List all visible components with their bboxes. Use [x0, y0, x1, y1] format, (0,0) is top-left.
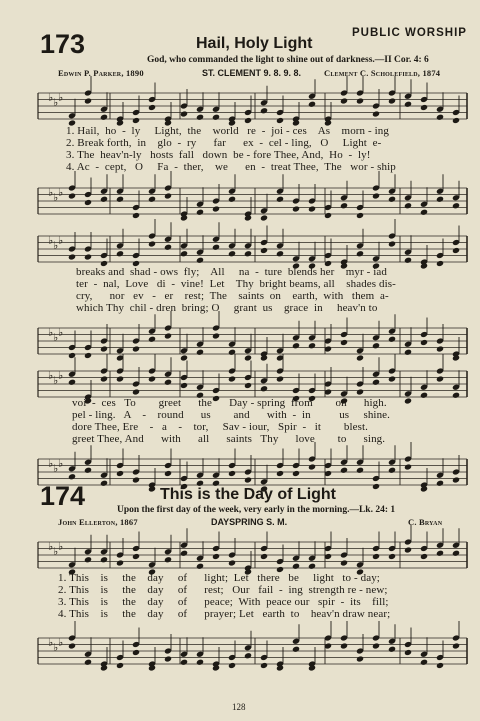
svg-text:♭: ♭ [53, 375, 59, 387]
svg-text:♭: ♭ [48, 327, 54, 339]
lyric-line: voi - ces To greet the Day - spring from on high. [72, 397, 387, 409]
svg-text:♭: ♭ [53, 642, 59, 654]
svg-text:♭: ♭ [53, 97, 59, 109]
lyric-line: ter - nal, Love di - vine! Let Thy bright beams, all shades dis- [76, 278, 396, 290]
lyrics-block [66, 125, 466, 173]
author-credit: John Ellerton, 1867 [58, 517, 138, 527]
lyric-line: which Thy chil - dren bring; O grant us grace in heav'n to [76, 302, 378, 314]
music-staff-treble [0, 83, 480, 129]
lyrics-block [76, 266, 471, 314]
svg-text:♭: ♭ [58, 327, 64, 339]
tune-name: ST. CLEMENT 9. 8. 9. 8. [202, 68, 302, 78]
hymn-number: 174 [40, 481, 86, 511]
svg-text:♭: ♭ [53, 463, 59, 475]
music-staff-bass [0, 178, 480, 224]
lyric-line: 4. Ac - cept, O Fa - ther, we en - treat Thee, The wor - ship [66, 161, 396, 173]
lyric-line: 2. This is the day of rest; Our fail - ing strength re - new; [58, 584, 388, 596]
section-title: PUBLIC WORSHIP [352, 27, 467, 39]
music-staff-bass [0, 318, 480, 364]
epigraph: God, who commanded the light to shine out of darkness.—II Cor. 4: 6 [147, 55, 429, 65]
svg-text:♭: ♭ [58, 92, 64, 104]
svg-text:♭: ♭ [58, 637, 64, 649]
svg-text:♭: ♭ [58, 458, 64, 470]
composer-credit: Clement C. Scholefield, 1874 [324, 68, 441, 78]
lyric-line: 3. The heav'n-ly hosts fall down be - fore Thee, And, Ho - ly! [66, 149, 371, 161]
lyric-line: 2. Break forth, in glo - ry far ex - cel - ling, O Light e- [66, 137, 382, 149]
svg-text:♭: ♭ [53, 332, 59, 344]
svg-text:♭: ♭ [48, 92, 54, 104]
music-staff-bass [0, 628, 480, 674]
lyrics-block [72, 397, 472, 445]
lyrics-block [58, 572, 468, 620]
lyric-line: 1. This is the day of light; Let there be light to - day; [58, 572, 380, 584]
lyric-line: 1. Hail, ho - ly Light, the world re - joi - ces As morn - ing [66, 125, 389, 137]
svg-text:♭: ♭ [48, 637, 54, 649]
hymn-title: Hail, Holy Light [196, 35, 313, 52]
svg-text:♭: ♭ [53, 192, 59, 204]
svg-text:♭: ♭ [53, 546, 59, 558]
svg-text:♭: ♭ [48, 235, 54, 247]
lyric-line: 4. This is the day of prayer; Let earth to heav'n draw near; [58, 608, 391, 620]
svg-text:♭: ♭ [48, 187, 54, 199]
lyric-line: dore Thee, Ere - a - tor, Sav - iour, Spir - it blest. [72, 421, 369, 433]
page-number: 128 [232, 702, 246, 712]
hymn-number: 173 [40, 29, 86, 59]
svg-text:♭: ♭ [58, 235, 64, 247]
author-credit: Edwin P. Parker, 1890 [58, 68, 144, 78]
epigraph: Upon the first day of the week, very early in the morning.—Lk. 24: 1 [117, 505, 396, 515]
svg-text:♭: ♭ [48, 370, 54, 382]
composer-credit: C. Bryan [408, 517, 443, 527]
lyric-line: greet Thee, And with all saints Thy love to sing. [72, 433, 386, 445]
tune-name: DAYSPRING S. M. [211, 517, 288, 527]
lyric-line: cry, nor ev - er rest; The saints on earth, with them a- [76, 290, 389, 302]
svg-text:♭: ♭ [48, 541, 54, 553]
lyric-line: pel - ling. A - round us and with - in us shine. [72, 409, 391, 421]
svg-text:♭: ♭ [58, 370, 64, 382]
svg-text:♭: ♭ [53, 240, 59, 252]
hymn-title: This is the Day of Light [160, 486, 337, 503]
svg-text:♭: ♭ [58, 187, 64, 199]
svg-text:♭: ♭ [58, 541, 64, 553]
lyric-line: breaks and shad - ows fly; All na - ture blends her myr - iad [76, 266, 387, 278]
lyric-line: 3. This is the day of peace; With peace our spir - its fill; [58, 596, 389, 608]
svg-text:♭: ♭ [48, 458, 54, 470]
